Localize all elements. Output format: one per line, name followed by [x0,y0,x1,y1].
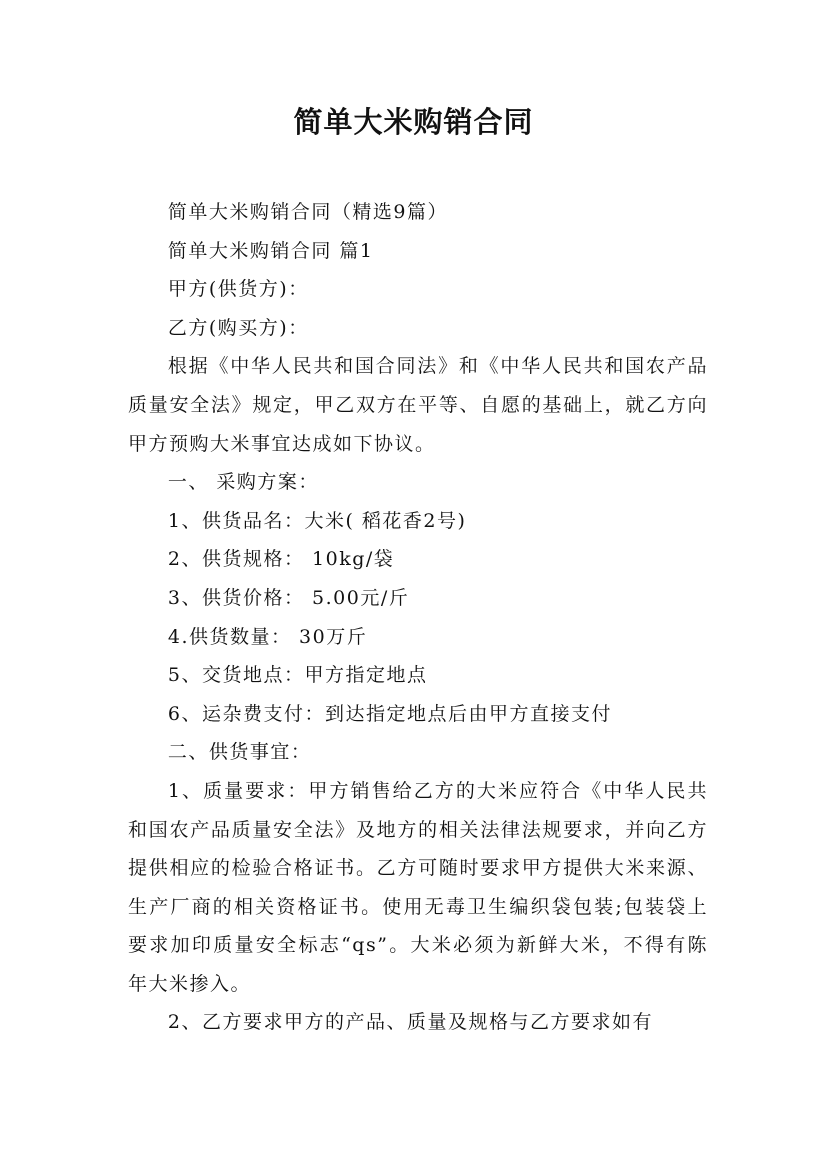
paragraph-item-spec: 2、供货规格： 10kg/袋 [167,548,395,571]
paragraph-party-a: 甲方(供货方)： [167,278,309,301]
paragraph-clause-heading-2: 二、供货事宜： [167,741,312,764]
paragraph-section-heading: 简单大米购销合同 篇1 [167,239,374,262]
document-body [128,193,708,1042]
paragraph-nonconformity: 2、乙方要求甲方的产品、质量及规格与乙方要求如有 [167,1011,653,1034]
paragraph-item-price: 3、供货价格： 5.00元/斤 [167,586,410,609]
paragraph-subtitle: 简单大米购销合同（精选9篇） [167,201,448,223]
paragraph-item-quantity: 4.供货数量： 30万斤 [167,625,368,648]
paragraph-preamble: 根据《中华人民共和国合同法》和《中华人民共和国农产品质量安全法》规定，甲乙双方在平等、自愿的基础上，就乙方向甲方预购大米事宜达成如下协议。 [128,355,708,455]
paragraph-item-freight: 6、运杂费支付：到达指定地点后由甲方直接支付 [167,702,612,725]
paragraph-item-delivery-place: 5、交货地点：甲方指定地点 [167,664,428,687]
paragraph-clause-heading-1: 一、 采购方案： [167,471,319,494]
paragraph-quality-requirements: 1、质量要求：甲方销售给乙方的大米应符合《中华人民共和国农产品质量安全法》及地方的相关法律法规要求，并向乙方提供相应的检验合格证书。乙方可随时要求甲方提供大米来源、生产厂商的相关资格证书。使用无毒卫生编织袋包装;包装袋上要求加印质量安全标志“qs”。大米必须为新鲜大米，不得有陈年大米掺入。 [128,779,708,995]
paragraph-party-b: 乙方(购买方)： [167,316,309,339]
paragraph-item-product: 1、供货品名：大米( 稻花香2号) [167,509,467,532]
document-title: 简单大米购销合同 [293,105,534,139]
